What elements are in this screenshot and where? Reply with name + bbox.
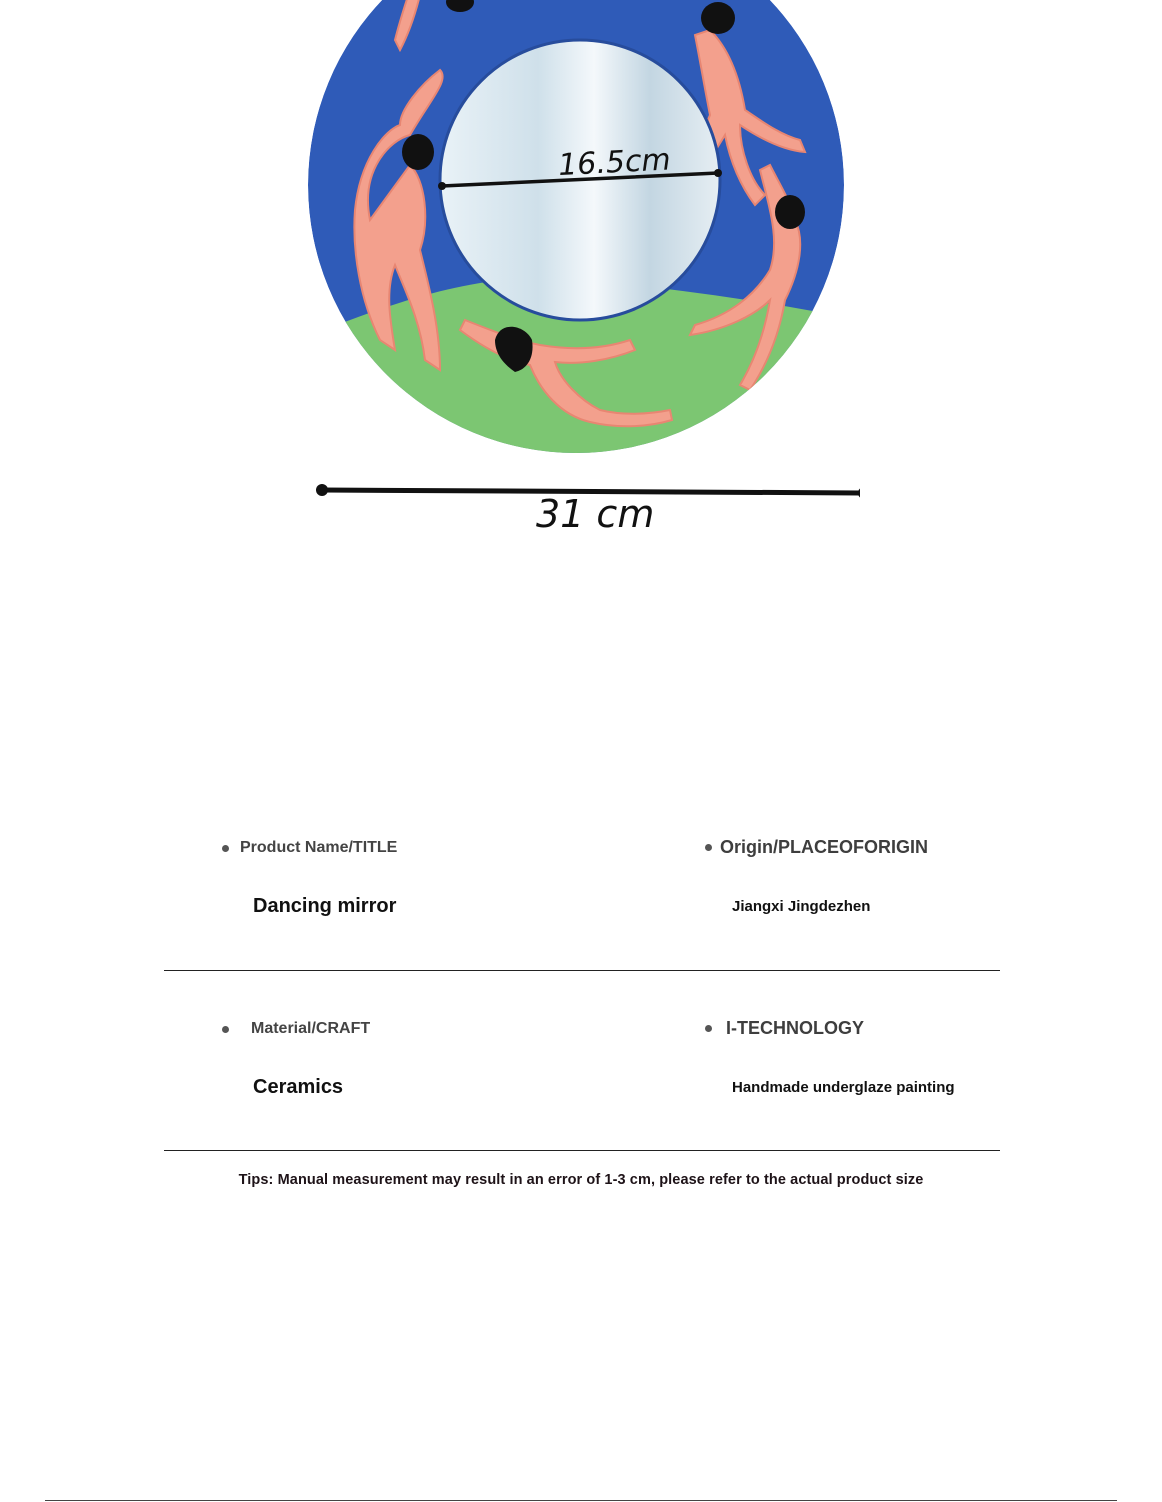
figure-head xyxy=(402,134,434,170)
figure-head xyxy=(701,2,735,34)
divider xyxy=(164,1150,1000,1151)
spec-origin-label: Origin/PLACEOFORIGIN xyxy=(720,837,929,857)
inner-diameter-dot xyxy=(714,169,722,177)
bullet-icon xyxy=(705,844,712,851)
dancing-mirror-illustration xyxy=(300,0,860,540)
spec-origin-value: Jiangxi Jingdezhen xyxy=(732,898,871,915)
spec-material-value: Ceramics xyxy=(253,1076,344,1098)
spec-material-heading xyxy=(222,1020,370,1038)
spec-product-name-label: Product Name/TITLE xyxy=(240,839,398,856)
outer-diameter-label: 31 cm xyxy=(536,492,655,536)
bullet-icon xyxy=(222,845,229,852)
bullet-icon xyxy=(705,1025,712,1032)
bottom-divider xyxy=(45,1500,1117,1501)
spec-technology-label: I-TECHNOLOGY xyxy=(726,1018,864,1038)
spec-origin-heading xyxy=(705,837,928,858)
spec-technology-heading xyxy=(705,1018,864,1039)
outer-diameter-dot xyxy=(858,487,860,499)
product-image xyxy=(300,0,860,540)
outer-diameter-dot xyxy=(316,484,328,496)
bullet-icon xyxy=(222,1026,229,1033)
measurement-tips: Tips: Manual measurement may result in an error of 1-3 cm, please refer to the actual product size xyxy=(238,1172,924,1188)
figure-head xyxy=(775,195,805,229)
spec-product-name-value: Dancing mirror xyxy=(253,895,397,917)
inner-diameter-dot xyxy=(438,182,446,190)
inner-diameter-label: 16.5cm xyxy=(557,142,672,184)
divider xyxy=(164,970,1000,971)
spec-material-label: Material/CRAFT xyxy=(251,1020,371,1037)
spec-technology-value: Handmade underglaze painting xyxy=(732,1079,955,1096)
spec-product-name-heading xyxy=(222,839,397,857)
